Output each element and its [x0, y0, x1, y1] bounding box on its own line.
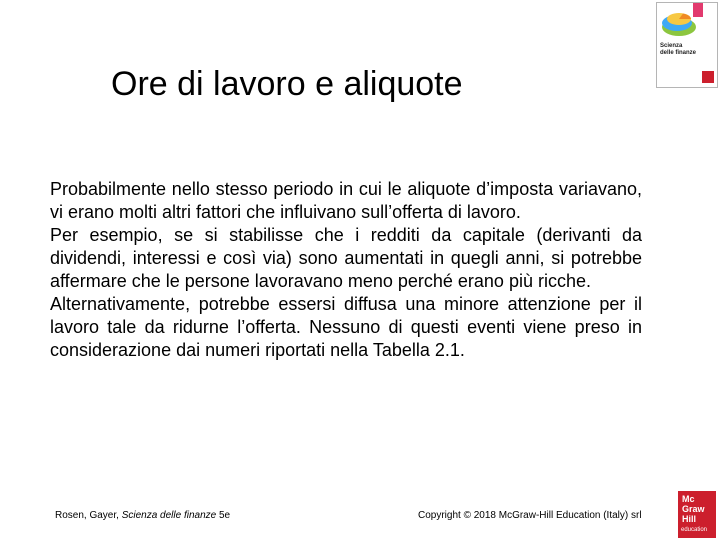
cover-graphic: [657, 3, 717, 43]
slide-body: [50, 178, 642, 362]
body-paragraph-3: Alternativamente, potrebbe essersi diffusa una minore attenzione per il lavoro tale da ridurne l’offerta. Nessuno di questi eventi viene preso in considerazione dai numeri riportati nella Tabella 2.1.: [50, 294, 642, 360]
footer-copyright: Copyright © 2018 McGraw-Hill Education (Italy) srl: [418, 510, 642, 521]
cover-publisher-mark: [702, 71, 714, 83]
slide-title: Ore di lavoro e aliquote: [111, 65, 463, 103]
publisher-logo: Mc Graw Hill education: [678, 491, 716, 538]
cover-title: Scienza delle finanze: [660, 43, 697, 56]
footer-citation: Rosen, Gayer, Scienza delle finanze 5e: [55, 510, 231, 521]
body-paragraph-1: Probabilmente nello stesso periodo in cui le aliquote d’imposta variavano, vi erano molti altri fattori che influivano sull’offerta di lavoro.: [50, 179, 642, 222]
body-paragraph-2: Per esempio, se si stabilisse che i redditi da capitale (derivanti da dividendi, interessi e così via) sono aumentati in quegli anni, si potrebbe affermare che le persone lavoravano meno perché erano più ricche.: [50, 225, 642, 291]
footer-book-title: Scienza delle finanze: [121, 510, 217, 521]
book-cover-image: [656, 2, 718, 88]
